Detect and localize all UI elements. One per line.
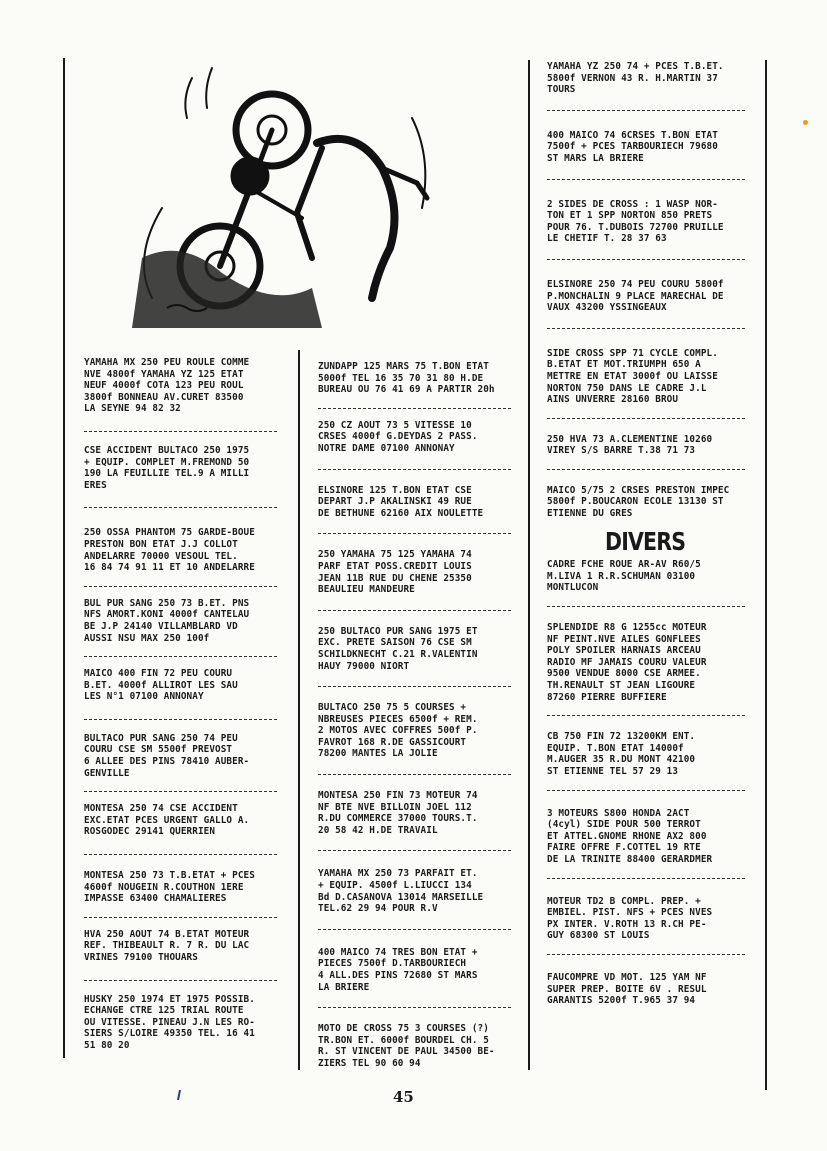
dashed-separator bbox=[318, 1007, 511, 1009]
classified-ad: SIDE CROSS SPP 71 CYCLE COMPL. B.ETAT ET MOT.TRIUMPH 650 A METTRE EN ETAT 3000f OU LAISSE NORTON 750 DANS LE CADRE J.L AINS UNVERRE 28160 BROU bbox=[547, 347, 718, 406]
dashed-separator bbox=[547, 259, 745, 261]
dashed-separator bbox=[84, 980, 277, 982]
classifieds-column-2 bbox=[318, 361, 528, 1070]
classified-ad: MONTESA 250 74 CSE ACCIDENT EXC.ETAT PCES URGENT GALLO A. ROSGODEC 29141 QUERRIEN bbox=[84, 803, 250, 838]
dashed-separator bbox=[84, 854, 277, 856]
classified-ad: BUL PUR SANG 250 73 B.ET. PNS NFS AMORT.KONI 4000f CANTELAU BE J.P 24140 VILLAMBLARD VD AUSSI NSU MAX 250 100f bbox=[84, 597, 250, 644]
classified-ad: 250 HVA 73 A.CLEMENTINE 10260 VIREY S/S BARRE T.38 71 73 bbox=[547, 433, 713, 457]
dashed-separator bbox=[547, 954, 745, 956]
classified-ad: 400 MAICO 74 6CRSES T.BON ETAT 7500f + PCES TARBOURIECH 79680 ST MARS LA BRIERE bbox=[547, 129, 718, 164]
classified-ad: BULTACO 250 75 5 COURSES + NBREUSES PIECES 6500f + REM. 2 MOTOS AVEC COFFRES 500f P. FAVROT 168 R.DE GASSICOURT 78200 MANTES LA JOLIE bbox=[318, 702, 478, 760]
dashed-separator bbox=[318, 469, 511, 471]
dashed-separator bbox=[318, 850, 511, 852]
classifieds-column-3 bbox=[547, 61, 762, 1007]
edge-color-mark bbox=[803, 120, 808, 125]
column-rule-left bbox=[63, 58, 65, 1058]
dashed-separator bbox=[84, 507, 277, 509]
classified-ad: MONTESA 250 73 T.B.ETAT + PCES 4600f NOUGEIN R.COUTHON 1ERE IMPASSE 63400 CHAMALIERES bbox=[84, 870, 255, 905]
dashed-separator bbox=[84, 791, 277, 793]
dashed-separator bbox=[547, 715, 745, 717]
stray-ink-mark bbox=[176, 1085, 182, 1095]
classified-ad: 250 OSSA PHANTOM 75 GARDE-BOUE PRESTON BON ETAT J.J COLLOT ANDELARRE 70000 VESOUL TEL. 16 84 74 91 11 ET 10 ANDELARRE bbox=[84, 527, 255, 574]
dashed-separator bbox=[84, 656, 277, 658]
classifieds-column-1 bbox=[84, 357, 294, 1052]
dashed-separator bbox=[547, 878, 745, 880]
classified-ad: CB 750 FIN 72 13200KM ENT. EQUIP. T.BON ETAT 14000f M.AUGER 35 R.DU MONT 42100 ST ETIENNE TEL 57 29 13 bbox=[547, 731, 696, 777]
column-rule-middle-left bbox=[298, 350, 300, 1070]
dashed-separator bbox=[547, 328, 745, 330]
classified-ad: CADRE FCHE ROUE AR-AV R60/5 M.LIVA 1 R.R.SCHUMAN 03100 MONTLUCON bbox=[547, 559, 701, 594]
classified-ad: ZUNDAPP 125 MARS 75 T.BON ETAT 5000f TEL 16 35 70 31 80 H.DE BUREAU OU 76 41 69 A PARTIR 20h bbox=[318, 361, 495, 396]
classified-ad: MOTO DE CROSS 75 3 COURSES (?) TR.BON ET. 6000f BOURDEL CH. 5 R. ST VINCENT DE PAUL 34500 BE- ZIERS TEL 90 60 94 bbox=[318, 1023, 495, 1069]
classified-ad: FAUCOMPRE VD MOT. 125 YAM NF SUPER PREP. BOITE 6V . RESUL GARANTIS 5200f T.965 37 94 bbox=[547, 971, 707, 1007]
dashed-separator bbox=[547, 790, 745, 792]
classified-ad: MAICO 5/75 2 CRSES PRESTON IMPEC 5800f P.BOUCARON ECOLE 13130 ST ETIENNE DU GRES bbox=[547, 484, 730, 520]
dashed-separator bbox=[318, 686, 511, 688]
dashed-separator bbox=[318, 610, 511, 612]
dashed-separator bbox=[547, 110, 745, 112]
classified-ad: SPLENDIDE R8 G 1255cc MOTEUR NF PEINT.NVE AILES GONFLEES POLY SPOILER HARNAIS ARCEAU RADIO MF JAMAIS COURU VALEUR 9500 VENDUE 8000 CSE ARMEE. TH.RENAULT ST JEAN LIGOURE 87260 PIERRE BUFFIERE bbox=[547, 622, 707, 703]
dashed-separator bbox=[318, 929, 511, 931]
dashed-separator bbox=[84, 586, 277, 588]
classified-ad: ELSINORE 250 74 PEU COURU 5800f P.MONCHALIN 9 PLACE MARECHAL DE VAUX 43200 YSSINGEAUX bbox=[547, 278, 724, 314]
dashed-separator bbox=[547, 179, 745, 181]
classified-ad: YAMAHA MX 250 73 PARFAIT ET. + EQUIP. 4500f L.LIUCCI 134 Bd D.CASANOVA 13014 MARSEILLE TEL.62 29 94 POUR R.V bbox=[318, 868, 484, 915]
classified-ad: MONTESA 250 FIN 73 MOTEUR 74 NF BTE NVE BILLOIN JOEL 112 R.DU COMMERCE 37000 TOURS.T. 20 58 42 H.DE TRAVAIL bbox=[318, 790, 478, 836]
classified-ad: BULTACO PUR SANG 250 74 PEU COURU CSE SM 5500f PREVOST 6 ALLEE DES PINS 78410 AUBER- GENVILLE bbox=[84, 732, 250, 779]
dashed-separator bbox=[547, 469, 745, 471]
classified-ad: 400 MAICO 74 TRES BON ETAT + PIECES 7500f D.TARBOURIECH 4 ALL.DES PINS 72680 ST MARS LA BRIERE bbox=[318, 946, 478, 993]
classified-ad: 250 BULTACO PUR SANG 1975 ET EXC. PRETE SAISON 76 CSE SM SCHILDKNECHT C.21 R.VALENTIN HAUY 79000 NIORT bbox=[318, 625, 478, 672]
dashed-separator bbox=[547, 418, 745, 420]
motocross-rider-illustration bbox=[72, 58, 452, 338]
classified-ad: CSE ACCIDENT BULTACO 250 1975 + EQUIP. COMPLET M.FREMOND 50 190 LA FEUILLIE TEL.9 A MILLI ERES bbox=[84, 444, 250, 491]
classified-ad: 3 MOTEURS S800 HONDA 2ACT (4cyl) SIDE POUR 500 TERROT ET ATTEL.GNOME RHONE AX2 800 FAIRE OFFRE F.COTTEL 19 RTE DE LA TRINITE 88400 GERARDMER bbox=[547, 807, 713, 865]
column-rule-middle-right bbox=[528, 60, 530, 1070]
column-rule-right bbox=[765, 60, 767, 1090]
classified-ad: 250 CZ AOUT 73 5 VITESSE 10 CRSES 4000f G.DEYDAS 2 PASS. NOTRE DAME 07100 ANNONAY bbox=[318, 419, 478, 454]
dashed-separator bbox=[84, 431, 277, 433]
dashed-separator bbox=[318, 774, 511, 776]
dashed-separator bbox=[318, 533, 511, 535]
section-heading-divers: DIVERS bbox=[605, 526, 686, 556]
dashed-separator bbox=[84, 917, 277, 919]
classified-ad: 250 YAMAHA 75 125 YAMAHA 74 PARF ETAT POSS.CREDIT LOUIS JEAN 11B RUE DU CHENE 25350 BEAULIEU MANDEURE bbox=[318, 549, 472, 596]
page-number: 45 bbox=[393, 1088, 414, 1106]
dashed-separator bbox=[84, 719, 277, 721]
classified-ad: HUSKY 250 1974 ET 1975 POSSIB. ECHANGE CTRE 125 TRIAL ROUTE OU VITESSE. PINEAU J.N LES RO- SIERS S/LOIRE 49350 TEL. 16 41 51 80 20 bbox=[84, 993, 255, 1051]
classified-ad: HVA 250 AOUT 74 B.ETAT MOTEUR REF. THIBEAULT R. 7 R. DU LAC VRINES 79100 THOUARS bbox=[84, 928, 250, 963]
classified-ad: MAICO 400 FIN 72 PEU COURU B.ET. 4000f ALLIROT LES SAU LES N°1 07100 ANNONAY bbox=[84, 668, 238, 703]
dashed-separator bbox=[547, 606, 745, 608]
classified-ad: 2 SIDES DE CROSS : 1 WASP NOR- TON ET 1 SPP NORTON 850 PRETS POUR 76. T.DUBOIS 72700 PRUILLE LE CHETIF T. 28 37 63 bbox=[547, 198, 724, 245]
classified-ad: ELSINORE 125 T.BON ETAT CSE DEPART J.P AKALINSKI 49 RUE DE BETHUNE 62160 AIX NOULETTE bbox=[318, 484, 484, 519]
classified-ad: YAMAHA MX 250 PEU ROULE COMME NVE 4800f YAMAHA YZ 125 ETAT NEUF 4000f COTA 123 PEU ROUL 3800f BONNEAU AV.CURET 83500 LA SEYNE 94 82 32 bbox=[84, 357, 250, 415]
classified-ad: YAMAHA YZ 250 74 + PCES T.B.ET. 5800f VERNON 43 R. H.MARTIN 37 TOURS bbox=[547, 61, 724, 96]
dashed-separator bbox=[318, 408, 511, 410]
classified-ad: MOTEUR TD2 B COMPL. PREP. + EMBIEL. PIST. NFS + PCES NVES PX INTER. V.ROTH 13 R.CH PE- GUY 68300 ST LOUIS bbox=[547, 895, 713, 942]
